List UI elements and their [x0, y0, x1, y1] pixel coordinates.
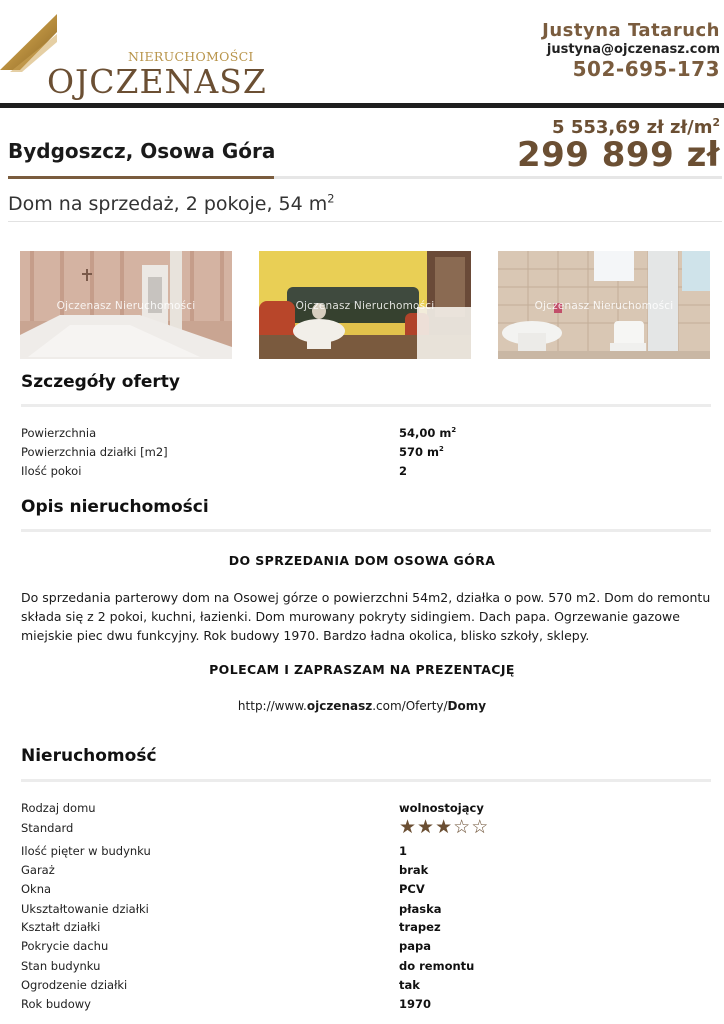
description-divider: [21, 529, 711, 532]
property-value: płaska: [399, 902, 442, 916]
details-section-title: Szczegóły oferty: [21, 372, 180, 392]
living-room-photo[interactable]: [259, 251, 471, 359]
property-value: trapez: [399, 920, 441, 934]
property-value: 1: [399, 844, 408, 858]
property-label: Garaż: [21, 863, 55, 877]
offers-link-path: .com/Oferty/: [372, 699, 448, 713]
offers-link-category: Domy: [447, 699, 487, 713]
details-row: [21, 464, 711, 482]
property-label: Rodzaj domu: [21, 801, 96, 815]
property-row: [21, 920, 711, 938]
property-value: PCV: [399, 882, 425, 896]
listing-subtitle-text: Dom na sprzedaż, 2 pokoje, 54 m: [8, 193, 328, 215]
property-label: Standard: [21, 821, 74, 835]
page-header: [0, 0, 724, 104]
details-label: Ilość pokoi: [21, 464, 82, 478]
details-label: Powierzchnia: [21, 426, 97, 440]
details-value-text: 570 m: [399, 445, 439, 459]
price-per-m2-sup: 2: [712, 116, 720, 129]
property-label: Ukształtowanie działki: [21, 902, 149, 916]
details-value: 2: [399, 464, 408, 478]
header-divider: [0, 103, 724, 108]
property-section-title: Nieruchomość: [21, 746, 157, 766]
property-row: [21, 816, 711, 839]
details-divider: [21, 404, 711, 407]
property-label: Stan budynku: [21, 959, 101, 973]
details-value-text: 54,00 m: [399, 426, 452, 440]
property-row: [21, 882, 711, 900]
details-value: [399, 445, 444, 459]
price-per-m2-value: 5 553,69 zł zł/m: [552, 117, 713, 138]
photo-watermark: Ojczenasz Nieruchomości: [56, 300, 196, 312]
listing-subtitle-sup: 2: [327, 191, 335, 206]
offers-link-domain: ojczenasz: [306, 699, 373, 713]
property-label: Kształt działki: [21, 920, 101, 934]
offers-link[interactable]: [0, 699, 724, 713]
property-row: [21, 863, 711, 881]
property-value: wolnostojący: [399, 801, 484, 815]
details-value: [399, 426, 456, 440]
photo-watermark: Ojczenasz Nieruchomości: [295, 300, 435, 312]
company-logo[interactable]: [0, 12, 267, 101]
details-row: [21, 426, 711, 444]
property-row: [21, 997, 711, 1015]
listing-location: Bydgoszcz, Osowa Góra: [8, 139, 276, 163]
property-row: [21, 801, 711, 819]
details-label: Powierzchnia działki [m2]: [21, 445, 168, 459]
property-label: Ogrodzenie działki: [21, 978, 128, 992]
logo-subtitle: NIERUCHOMOŚCI: [128, 49, 254, 64]
photo-watermark: Ojczenasz Nieruchomości: [534, 300, 674, 312]
property-value: do remontu: [399, 959, 475, 973]
details-value-sup: 2: [439, 445, 444, 454]
star-filled-icon: ★: [435, 816, 453, 838]
property-label: Pokrycie dachu: [21, 939, 109, 953]
agent-contact: [542, 20, 720, 81]
logo-name: OJCZENASZ: [47, 62, 267, 101]
property-value: brak: [399, 863, 429, 877]
agent-email-link[interactable]: justyna@ojczenasz.com: [546, 42, 720, 57]
details-value-sup: 2: [451, 426, 457, 435]
listing-subtitle: [8, 193, 335, 215]
property-row: [21, 978, 711, 996]
details-row: [21, 445, 711, 463]
description-text: Do sprzedania parterowy dom na Osowej górze o powierzchni 54m2, działka o pow. 570 m2. Dom do remontu składa się z 2 pokoi, kuchni, łazienki. Dom murowany pokryty sidingiem. Dach papa. Ogrzewanie gazowe miejskie piec dwu funkcyjny. Rok budowy 1970. Bardzo ładna okolica, blisko szkoły, sklepy.: [21, 590, 711, 643]
star-filled-icon: ★: [399, 816, 417, 838]
star-empty-icon: ☆: [471, 816, 489, 838]
agent-name: Justyna Tataruch: [542, 20, 720, 41]
property-row: [21, 959, 711, 977]
subtitle-divider: [8, 221, 722, 222]
bathroom-photo[interactable]: [498, 251, 710, 359]
agent-phone[interactable]: 502-695-173: [572, 57, 720, 81]
property-row: [21, 939, 711, 957]
property-label: Ilość pięter w budynku: [21, 844, 151, 858]
description-closing: POLECAM I ZAPRASZAM NA PREZENTACJĘ: [209, 662, 515, 677]
star-filled-icon: ★: [417, 816, 435, 838]
property-value: tak: [399, 978, 420, 992]
title-divider: [8, 176, 722, 179]
offers-link-prefix: http://www.: [237, 699, 307, 713]
standard-rating: [399, 818, 488, 837]
star-empty-icon: ☆: [453, 816, 471, 838]
property-divider: [21, 779, 711, 782]
bedroom-photo[interactable]: [20, 251, 232, 359]
property-value: 1970: [399, 997, 432, 1011]
property-label: Okna: [21, 882, 52, 896]
listing-price: 299 899 zł: [516, 135, 720, 175]
property-label: Rok budowy: [21, 997, 91, 1011]
description-heading: DO SPRZEDANIA DOM OSOWA GÓRA: [228, 553, 496, 568]
property-value: papa: [399, 939, 431, 953]
property-row: [21, 844, 711, 862]
property-row: [21, 902, 711, 920]
description-section-title: Opis nieruchomości: [21, 497, 209, 517]
